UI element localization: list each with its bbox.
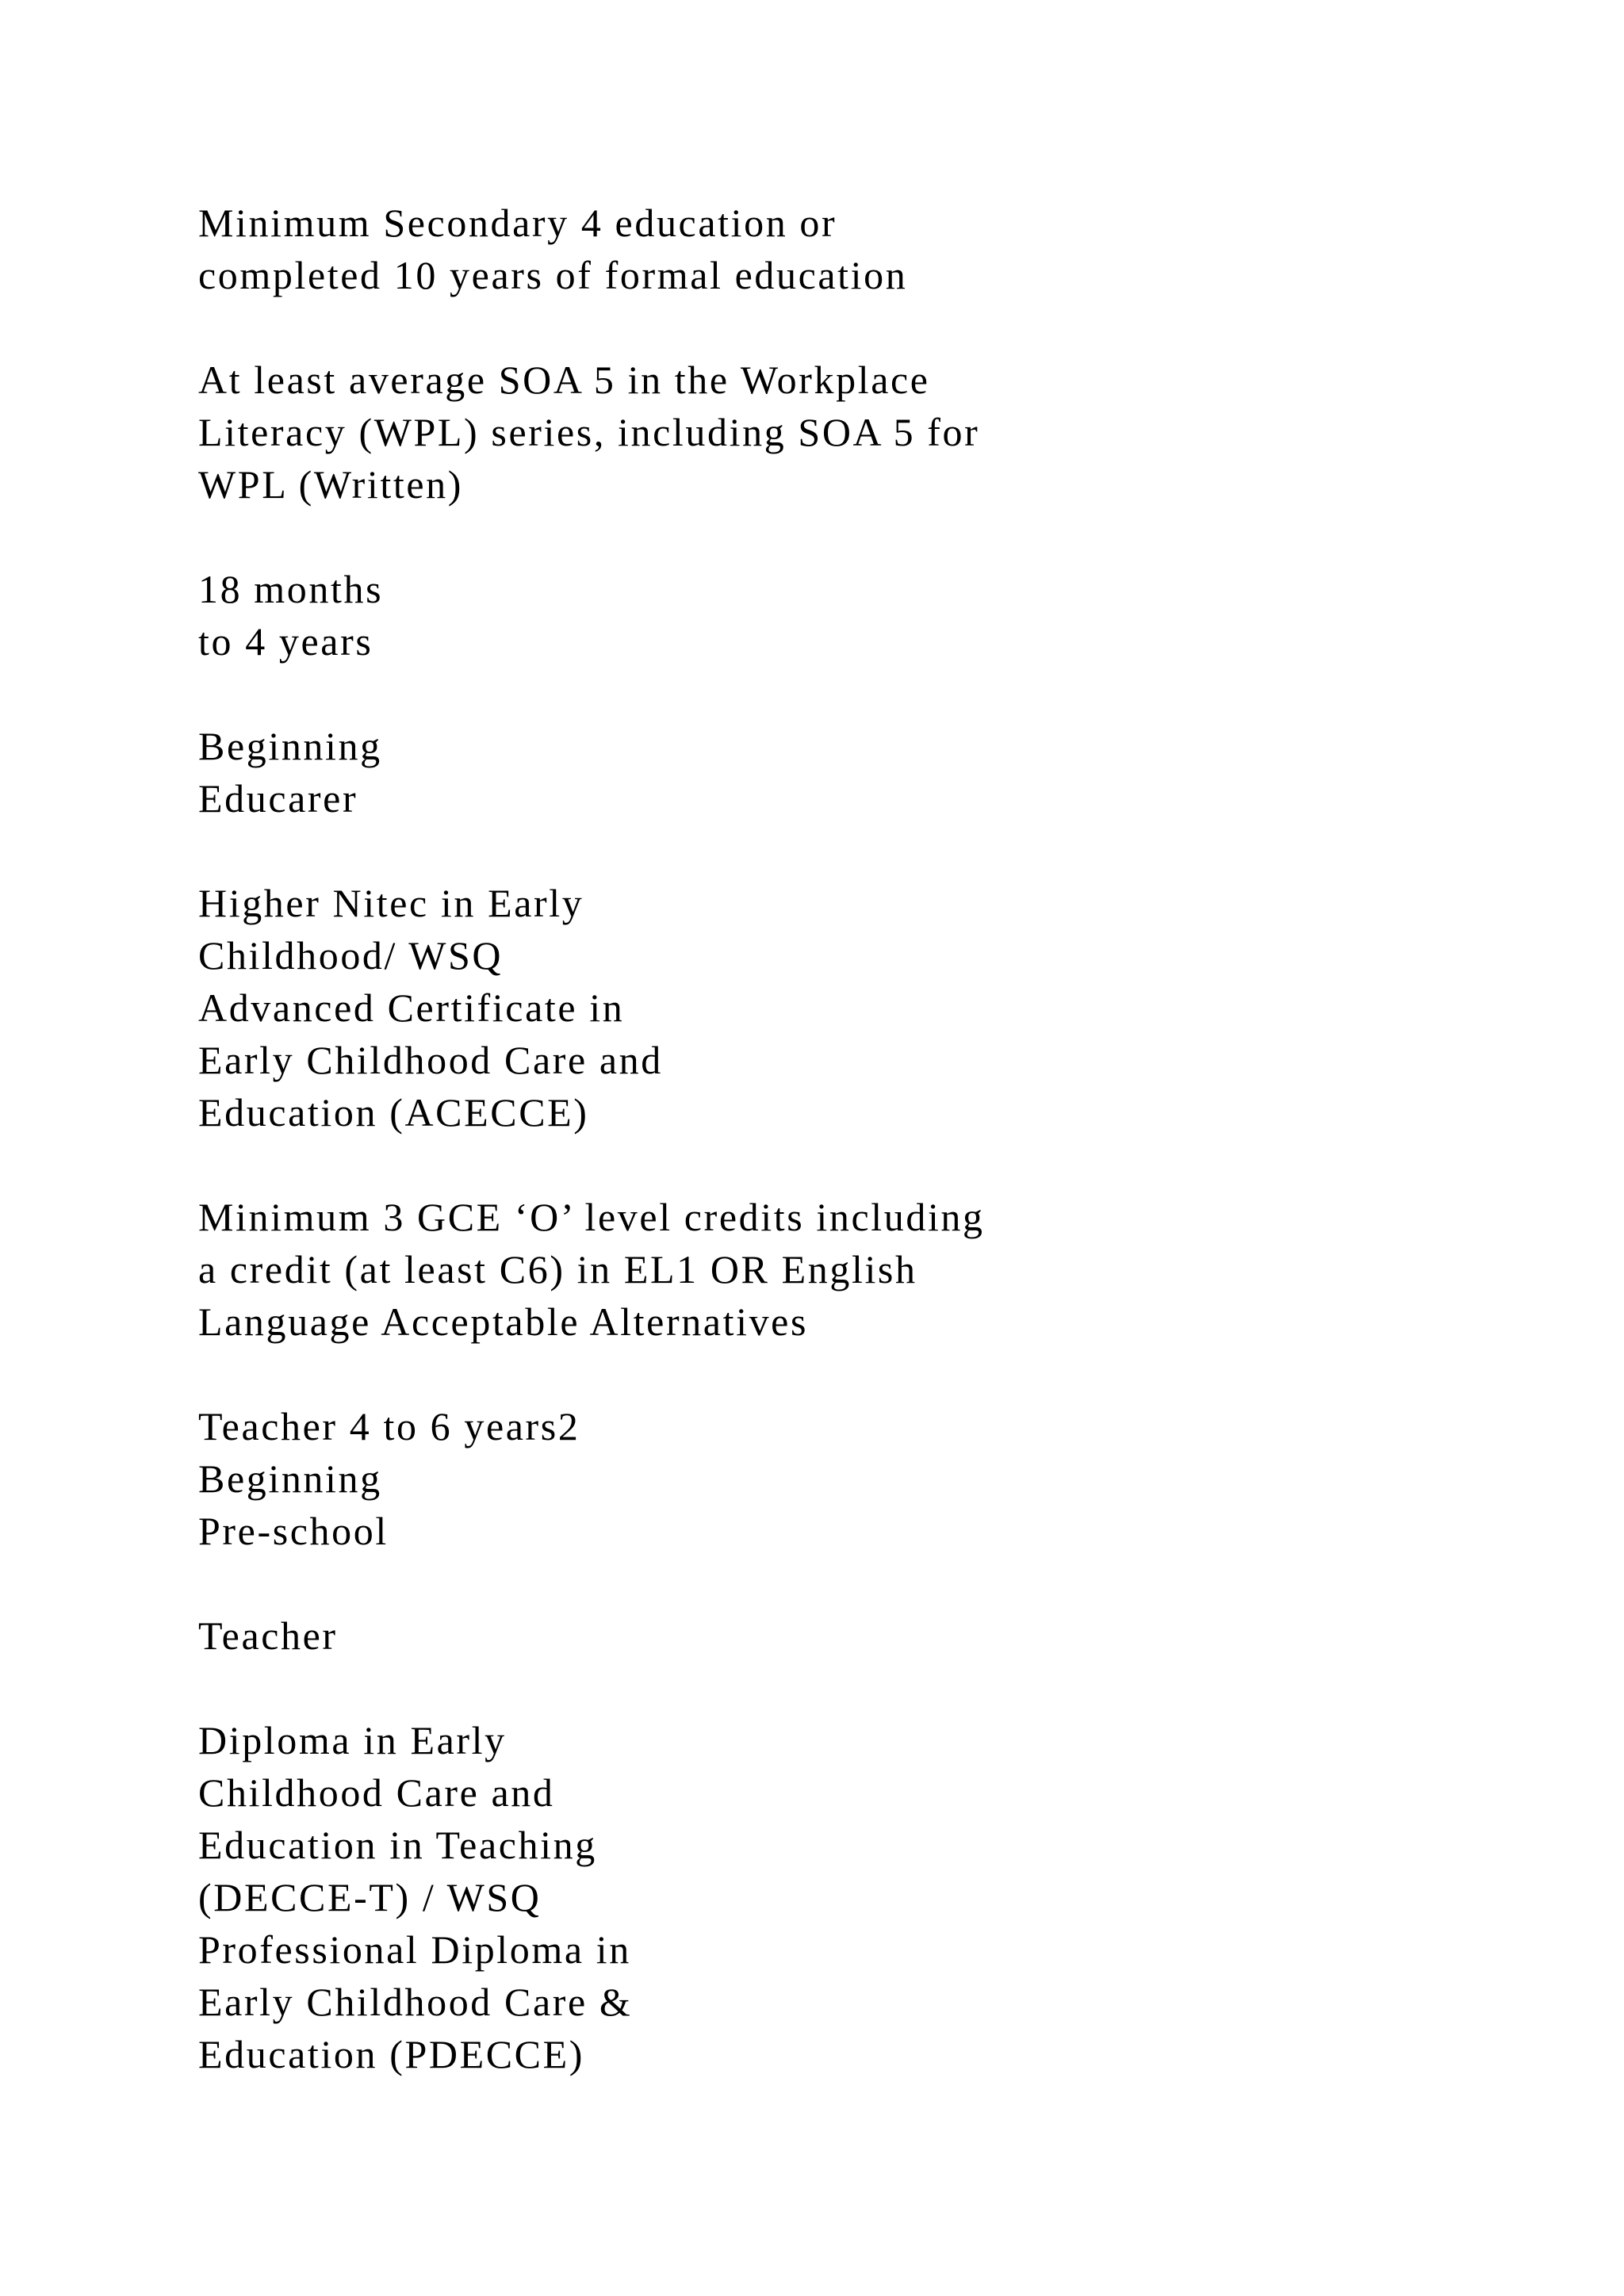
text-line: Pre-school — [198, 1509, 389, 1553]
paragraph-teacher — [198, 1609, 1388, 1662]
text-line: Literacy (WPL) series, including SOA 5 for — [198, 410, 980, 454]
paragraph-gce-requirement — [198, 1191, 1388, 1348]
text-line: Early Childhood Care and — [198, 1038, 663, 1082]
text-line: Minimum Secondary 4 education or — [198, 201, 837, 245]
text-line: a credit (at least C6) in EL1 OR English — [198, 1247, 917, 1292]
text-line: 18 months — [198, 567, 384, 611]
text-line: Beginning — [198, 724, 382, 768]
text-line: Teacher 4 to 6 years2 — [198, 1404, 580, 1448]
text-line: Advanced Certificate in — [198, 985, 625, 1030]
text-line: Minimum 3 GCE ‘O’ level credits including — [198, 1195, 985, 1239]
text-line: to 4 years — [198, 619, 373, 664]
text-line: Beginning — [198, 1456, 382, 1501]
paragraph-age-range — [198, 563, 1388, 668]
text-line: Education (PDECCE) — [198, 2032, 585, 2076]
text-line: Professional Diploma in — [198, 1927, 631, 1972]
text-line: Childhood/ WSQ — [198, 933, 504, 978]
text-line: Childhood Care and — [198, 1770, 555, 1815]
text-line: Teacher — [198, 1613, 338, 1658]
text-line: Higher Nitec in Early — [198, 881, 584, 925]
paragraph-role-preschool-teacher — [198, 1400, 1388, 1557]
paragraph-wpl-requirement — [198, 354, 1388, 511]
document-body — [198, 197, 1388, 2133]
text-line: Diploma in Early — [198, 1718, 507, 1762]
paragraph-qualification-decce — [198, 1714, 1388, 2080]
paragraph-qualification-acecce — [198, 877, 1388, 1138]
text-line: Education in Teaching — [198, 1823, 597, 1867]
text-line: Early Childhood Care & — [198, 1980, 633, 2024]
text-line: At least average SOA 5 in the Workplace — [198, 358, 930, 402]
text-line: WPL (Written) — [198, 462, 463, 507]
paragraph-role-educarer — [198, 720, 1388, 825]
text-line: (DECCE-T) / WSQ — [198, 1875, 542, 1919]
paragraph-education-requirement — [198, 197, 1388, 301]
text-line: completed 10 years of formal education — [198, 253, 908, 297]
text-line: Education (ACECCE) — [198, 1090, 589, 1135]
text-line: Language Acceptable Alternatives — [198, 1299, 809, 1344]
text-line: Educarer — [198, 776, 358, 821]
